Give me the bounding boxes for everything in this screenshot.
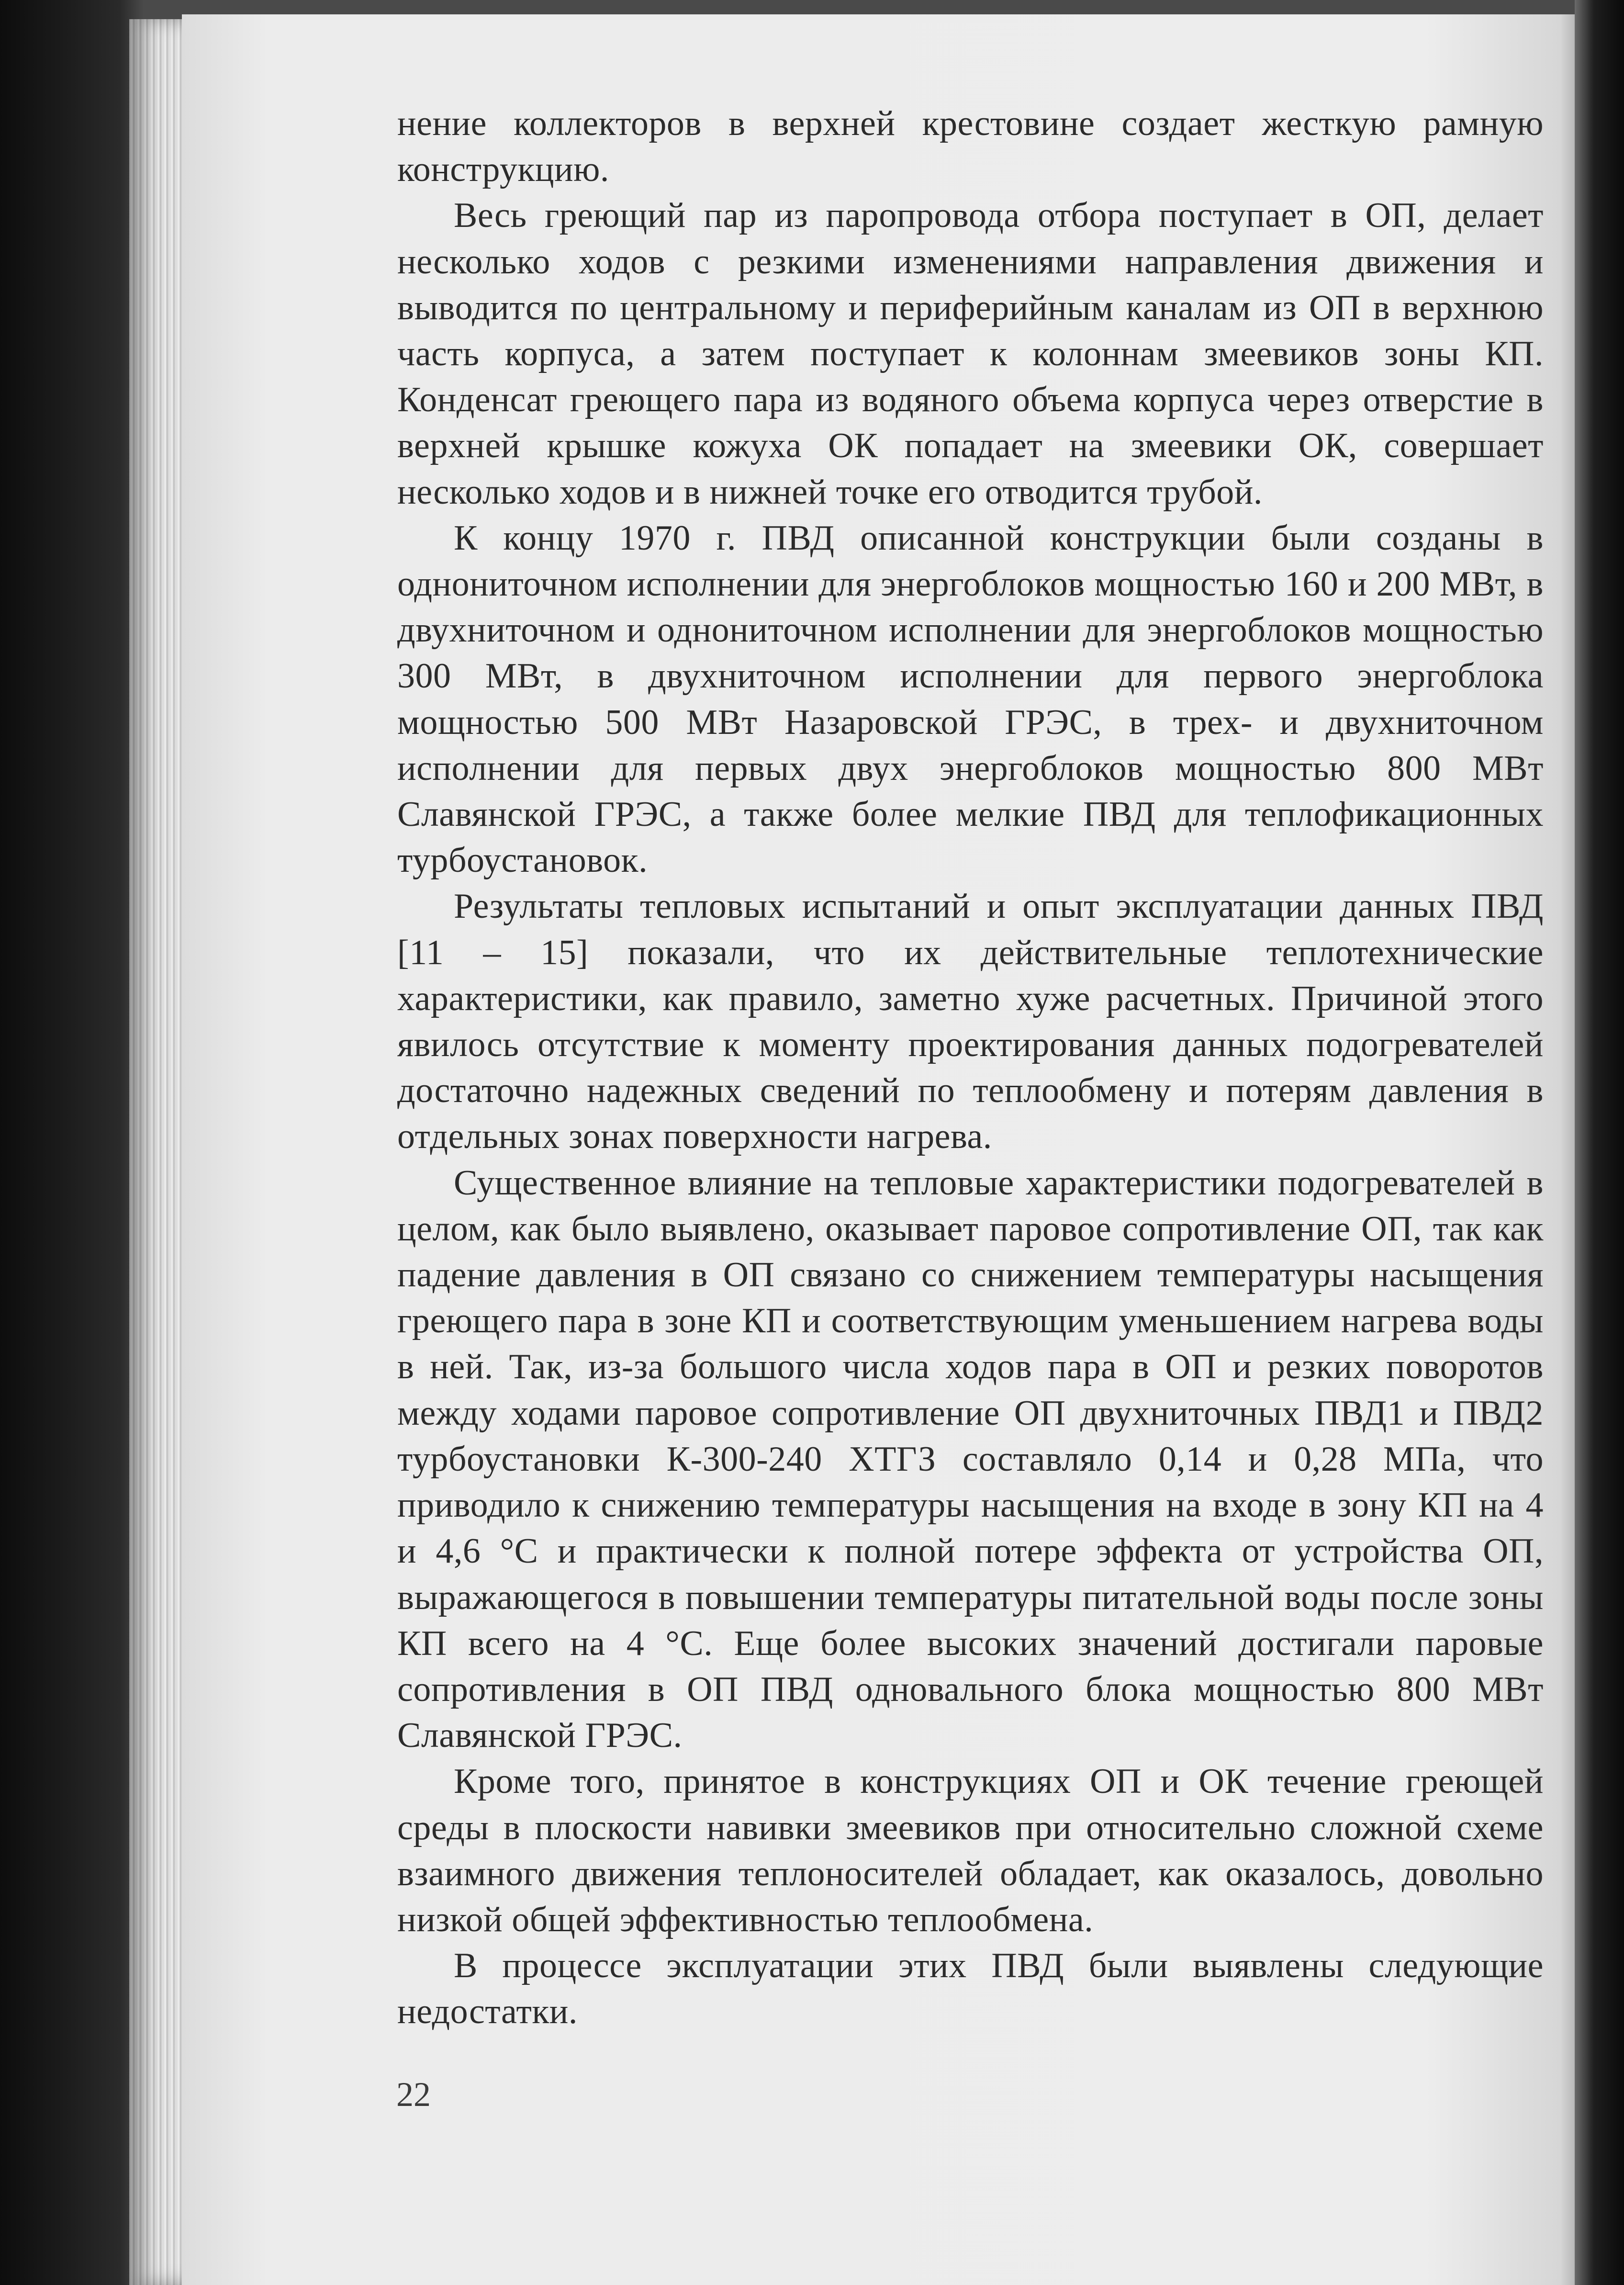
paragraph-5: Существенное влияние на тепловые характеристики подогревателей в целом, как было выявлено, оказывает паровое сопротивление ОП, так как падение давления в ОП связано со снижением температуры насыщения греющего пара в зоне КП и соответствующим уменьшением нагрева воды в ней. Так, из-за большого числа ходов пара в ОП и резких поворотов между ходами паровое сопротивление ОП двухниточных ПВД1 и ПВД2 турбоустановки К-300-240 ХТГЗ составляло 0,14 и 0,28 МПа, что приводило к снижению температуры насыщения на входе в зону КП на 4 и 4,6 °С и практически к полной потере эффекта от устройства ОП, выражающегося в повышении температуры питательной воды после зоны КП всего на 4 °С. Еще более высоких значений достигали паровые сопротивления в ОП ПВД одновального блока мощностью 800 МВт Славянской ГРЭС. <box>397 1163 1544 1756</box>
paragraph-1: нение коллекторов в верхней крестовине создает жесткую рамную конструкцию. <box>397 104 1544 190</box>
scan-right-edge <box>1575 0 1624 2285</box>
paragraph-3: К концу 1970 г. ПВД описанной конструкции были созданы в однониточном исполнении для энергоблоков мощностью 160 и 200 МВт, в двухниточном и однониточном исполнении для энергоблоков мощностью 300 МВт, в двухниточном исполнении для первого энергоблока мощностью 500 МВт Назаровской ГРЭС, в трех- и двухниточном исполнении для первых двух энергоблоков мощностью 800 МВт Славянской ГРЭС, а также более мелкие ПВД для теплофикационных турбоустановок. <box>397 518 1544 880</box>
paragraph-4: Результаты тепловых испытаний и опыт эксплуатации данных ПВД [11 – 15] показали, что их действительные теплотехнические характеристики, как правило, заметно хуже расчетных. Причиной этого явилось отсутствие к моменту проектирования данных подогревателей достаточно надежных сведений по теплообмену и потерям давления в отдельных зонах поверхности нагрева. <box>397 887 1544 1157</box>
paragraph-2: Весь греющий пар из паропровода отбора поступает в ОП, делает несколько ходов с резкими изменениями направления движения и выводится по центральному и периферийным каналам из ОП в верхнюю часть корпуса, а затем поступает к колоннам змеевиков зоны КП. Конденсат греющего пара из водяного объема корпуса через отверстие в верхней крышке кожуха ОК попадает на змеевики ОК, совершает несколько ходов и в нижней точке его отводится трубой. <box>397 196 1544 512</box>
paragraph-6: Кроме того, принятое в конструкциях ОП и ОК течение греющей среды в плоскости навивки змеевиков при относительно сложной схеме взаимного движения теплоносителей обладает, как оказалось, довольно низкой общей эффективностью теплообмена. <box>397 1762 1544 1939</box>
body-text <box>397 101 1544 2035</box>
paragraph-7: В процессе эксплуатации этих ПВД были выявлены следующие недостатки. <box>397 1946 1544 2032</box>
page-number: 22 <box>396 2075 431 2114</box>
